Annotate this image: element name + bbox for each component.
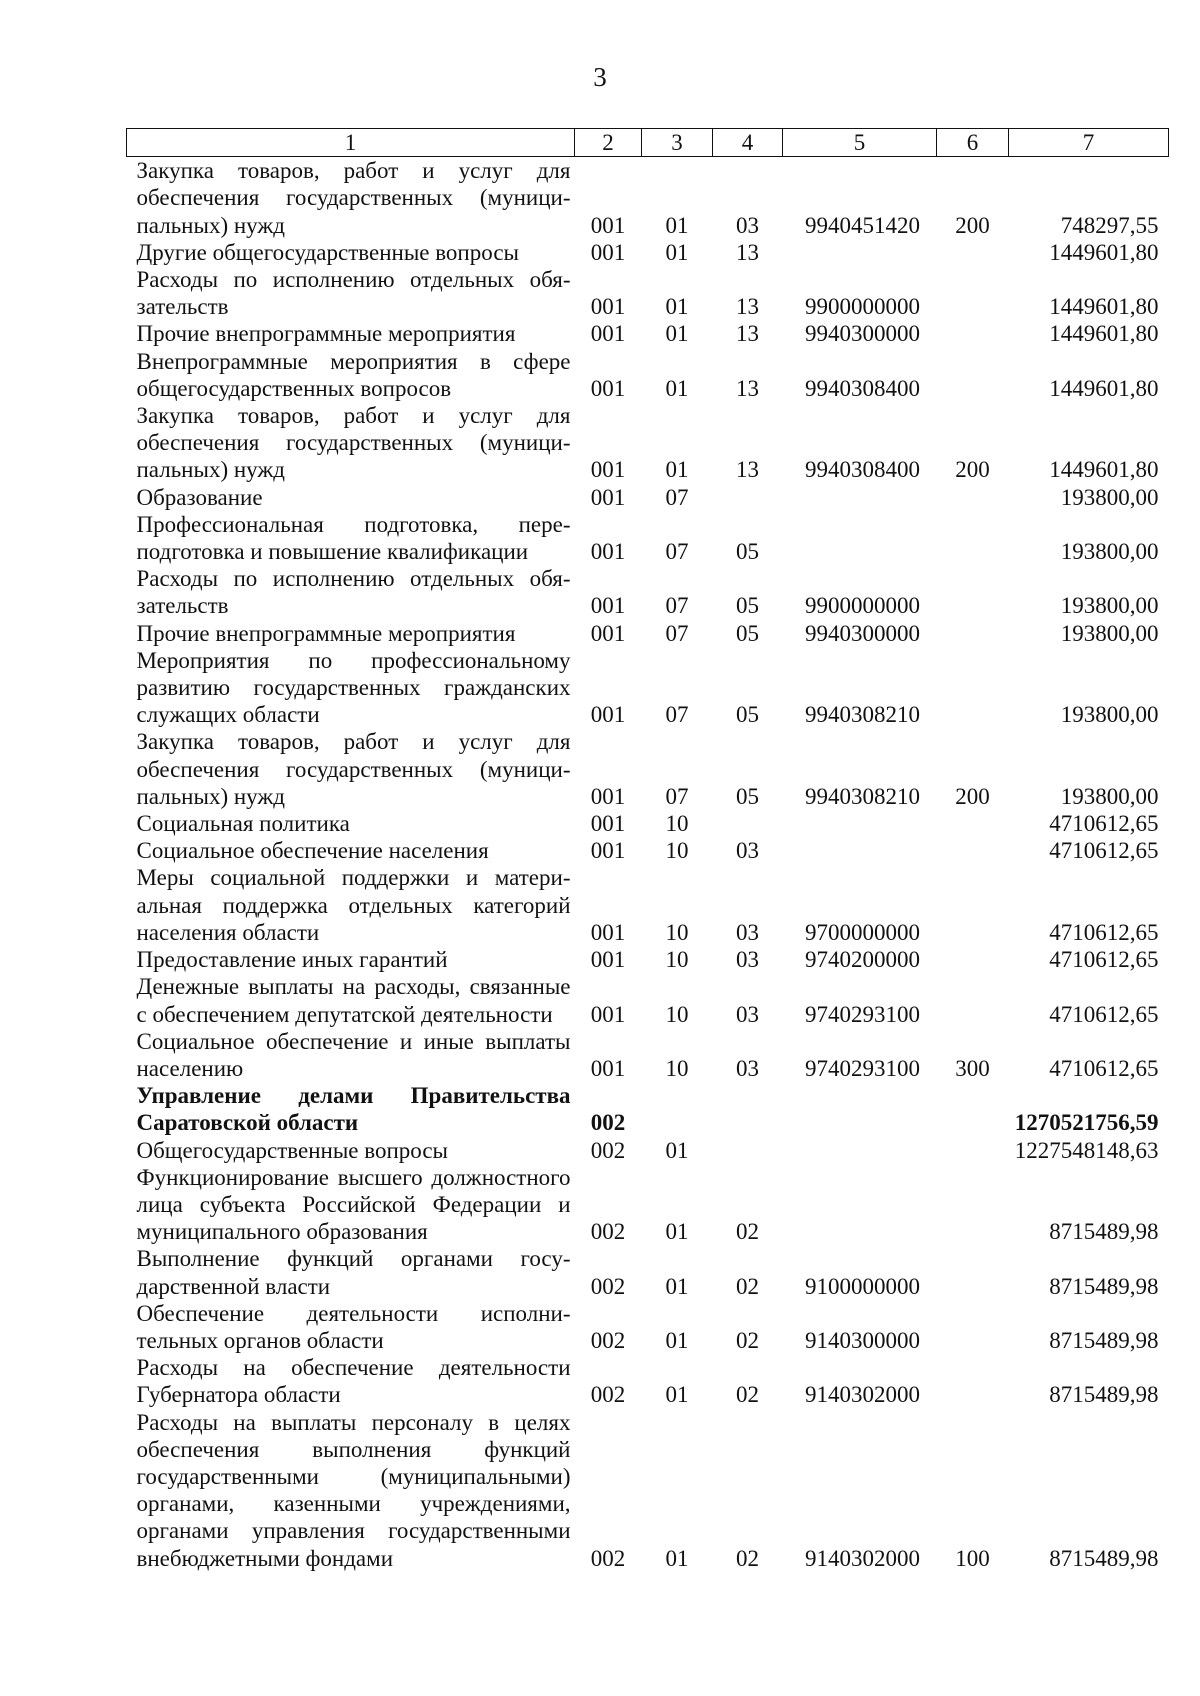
subsection-code-cell: 13 (736, 239, 759, 265)
expense-type-cell (937, 1300, 1009, 1354)
target-article-cell (783, 511, 937, 565)
section-code-cell: 07 (665, 484, 689, 510)
target-article-cell (783, 1082, 937, 1136)
amount-cell: 193800,00 (1060, 783, 1159, 809)
ministry-code-cell: 001 (590, 212, 626, 238)
section-code-cell: 10 (665, 919, 689, 945)
expense-type-cell: 200 (955, 457, 990, 483)
target-article-cell: 9940308210 (805, 783, 920, 809)
subsection-code-cell (713, 810, 783, 837)
column-header: 3 (642, 129, 713, 157)
ministry-code-cell: 002 (590, 1219, 626, 1245)
expense-type-cell (937, 348, 1009, 402)
target-article-cell: 9740200000 (805, 947, 920, 973)
row-name-cell: Закупка товаров, работ и услуг для обеспечения государственных (муниципальных) нужд (136, 729, 571, 809)
expense-type-cell (937, 565, 1009, 619)
subsection-code-cell: 03 (736, 1055, 759, 1081)
expense-type-cell (937, 647, 1009, 729)
table-row (127, 620, 1169, 647)
row-name-cell: Меры социальной поддержки и материальная поддержка отдельных категорий населения области (136, 865, 571, 945)
amount-cell: 8715489,98 (1049, 1327, 1159, 1353)
ministry-code-cell: 001 (590, 294, 626, 320)
section-code-cell: 01 (665, 375, 689, 401)
row-name-cell: Прочие внепрограммные мероприятия (136, 321, 516, 347)
section-code-cell: 10 (665, 838, 689, 864)
table-row (127, 837, 1169, 864)
subsection-code-cell (713, 1082, 783, 1136)
ministry-code-cell: 002 (590, 1110, 626, 1136)
amount-cell: 193800,00 (1060, 620, 1159, 646)
amount-cell: 4710612,65 (1049, 919, 1159, 945)
table-row (127, 348, 1169, 402)
table-row (127, 864, 1169, 946)
subsection-code-cell: 02 (736, 1273, 759, 1299)
row-name-cell: Закупка товаров, работ и услуг для обеспечения государственных (муниципальных) нужд (136, 403, 571, 483)
target-article-cell: 9140302000 (805, 1545, 920, 1571)
amount-cell: 748297,55 (1060, 212, 1159, 238)
ministry-code-cell: 001 (590, 811, 626, 837)
ministry-code-cell: 002 (590, 1382, 626, 1408)
row-name-cell: Другие общегосударственные вопросы (136, 239, 519, 265)
amount-cell: 1449601,80 (1049, 294, 1159, 320)
amount-cell: 4710612,65 (1049, 811, 1159, 837)
row-name-cell: Мероприятия по профессиональному развитию государственных гражданских служащих области (136, 647, 571, 728)
expense-type-cell (937, 973, 1009, 1027)
expense-type-cell: 200 (955, 783, 990, 809)
table-body (127, 157, 1169, 1572)
target-article-cell: 9940300000 (805, 620, 920, 646)
subsection-code-cell: 02 (736, 1327, 759, 1353)
section-code-cell: 01 (665, 1273, 689, 1299)
row-name-cell: Расходы на обеспечение деятельности Губернатора области (136, 1355, 571, 1408)
row-name-cell: Профессиональная подготовка, переподготовка и повышение квалификации (136, 511, 571, 565)
ministry-code-cell: 001 (590, 1055, 626, 1081)
amount-cell: 193800,00 (1060, 702, 1159, 728)
expense-type-cell (937, 864, 1009, 946)
subsection-code-cell: 13 (736, 457, 759, 483)
row-name-cell: Расходы по исполнению отдельных обязательств (136, 566, 571, 619)
target-article-cell: 9740293100 (805, 1055, 920, 1081)
ministry-code-cell: 001 (590, 484, 626, 510)
amount-cell: 4710612,65 (1049, 947, 1159, 973)
ministry-code-cell: 001 (590, 838, 626, 864)
subsection-code-cell (713, 1137, 783, 1164)
subsection-code-cell: 05 (736, 702, 759, 728)
section-code-cell: 10 (665, 1055, 689, 1081)
column-header: 2 (575, 129, 642, 157)
column-header: 1 (127, 129, 575, 157)
target-article-cell: 9940308210 (805, 702, 920, 728)
ministry-code-cell: 002 (590, 1327, 626, 1353)
table-row (127, 1137, 1169, 1164)
column-header: 6 (937, 129, 1009, 157)
subsection-code-cell: 03 (736, 1001, 759, 1027)
subsection-code-cell: 02 (736, 1545, 759, 1571)
row-name-cell: Расходы по исполнению отдельных обязательств (136, 267, 571, 320)
amount-cell: 193800,00 (1060, 539, 1159, 565)
amount-cell: 4710612,65 (1049, 1001, 1159, 1027)
row-name-cell: Социальное обеспечение населения (136, 838, 489, 864)
target-article-cell: 9900000000 (805, 593, 920, 619)
subsection-code-cell: 13 (736, 294, 759, 320)
target-article-cell (783, 239, 937, 266)
table-row (127, 484, 1169, 511)
table-row (127, 402, 1169, 484)
table-row (127, 1028, 1169, 1082)
target-article-cell: 9140302000 (805, 1382, 920, 1408)
section-code-cell (642, 1082, 713, 1136)
table-row (127, 1300, 1169, 1354)
amount-cell: 8715489,98 (1049, 1382, 1159, 1408)
section-code-cell: 10 (665, 1001, 689, 1027)
table-row (127, 1082, 1169, 1136)
expense-type-cell (937, 1245, 1009, 1299)
expense-type-cell (937, 837, 1009, 864)
expense-type-cell (937, 1137, 1009, 1164)
table-row (127, 239, 1169, 266)
expense-type-cell (937, 810, 1009, 837)
ministry-code-cell: 001 (590, 1001, 626, 1027)
target-article-cell: 9940300000 (805, 321, 920, 347)
column-header: 4 (713, 129, 783, 157)
ministry-code-cell: 002 (590, 1545, 626, 1571)
target-article-cell (783, 484, 937, 511)
amount-cell: 193800,00 (1060, 484, 1159, 510)
ministry-code-cell: 001 (590, 239, 626, 265)
expense-type-cell (937, 620, 1009, 647)
expense-type-cell (937, 1354, 1009, 1408)
expense-type-cell (937, 511, 1009, 565)
table-row (127, 511, 1169, 565)
amount-cell: 1449601,80 (1049, 239, 1159, 265)
expense-type-cell (937, 946, 1009, 973)
ministry-code-cell: 001 (590, 375, 626, 401)
expense-type-cell (937, 484, 1009, 511)
section-code-cell: 10 (665, 811, 689, 837)
subsection-code-cell: 03 (736, 838, 759, 864)
section-code-cell: 01 (665, 1545, 689, 1571)
target-article-cell (783, 837, 937, 864)
amount-cell: 8715489,98 (1049, 1219, 1159, 1245)
expense-type-cell (937, 239, 1009, 266)
target-article-cell: 9740293100 (805, 1001, 920, 1027)
row-name-cell: Управление делами Правительства Саратовской области (136, 1083, 571, 1136)
amount-cell: 1449601,80 (1049, 457, 1159, 483)
target-article-cell (783, 1164, 937, 1246)
amount-cell: 1270521756,59 (1014, 1110, 1159, 1136)
target-article-cell: 9940308400 (805, 457, 920, 483)
budget-table (126, 128, 1169, 1572)
target-article-cell: 9900000000 (805, 294, 920, 320)
amount-cell: 193800,00 (1060, 593, 1159, 619)
subsection-code-cell: 03 (736, 947, 759, 973)
row-name-cell: Образование (136, 484, 263, 510)
expense-type-cell (937, 1164, 1009, 1246)
table-row (127, 157, 1169, 239)
row-name-cell: Внепрограммные мероприятия в сфере общегосударственных вопросов (136, 348, 571, 401)
expense-type-cell: 300 (955, 1055, 990, 1081)
target-article-cell: 9140300000 (805, 1327, 920, 1353)
amount-cell: 1449601,80 (1049, 321, 1159, 347)
table-row (127, 946, 1169, 973)
column-number-row (127, 129, 1169, 157)
page-number: 3 (593, 62, 607, 92)
table-row (127, 1245, 1169, 1299)
target-article-cell: 9940308400 (805, 375, 920, 401)
row-name-cell: Прочие внепрограммные мероприятия (136, 620, 516, 646)
expense-type-cell: 200 (955, 212, 990, 238)
ministry-code-cell: 002 (590, 1273, 626, 1299)
subsection-code-cell: 13 (736, 375, 759, 401)
row-name-cell: Социальное обеспечение и иные выплаты населению (136, 1028, 571, 1081)
subsection-code-cell: 03 (736, 919, 759, 945)
section-code-cell: 07 (665, 620, 689, 646)
row-name-cell: Социальная политика (136, 811, 350, 837)
subsection-code-cell: 05 (736, 539, 759, 565)
ministry-code-cell: 001 (590, 783, 626, 809)
ministry-code-cell: 001 (590, 947, 626, 973)
ministry-code-cell: 002 (590, 1137, 626, 1163)
section-code-cell: 07 (665, 593, 689, 619)
ministry-code-cell: 001 (590, 539, 626, 565)
section-code-cell: 01 (665, 1382, 689, 1408)
subsection-code-cell: 02 (736, 1219, 759, 1245)
section-code-cell: 01 (665, 457, 689, 483)
target-article-cell: 9940451420 (805, 212, 920, 238)
row-name-cell: Общегосударственные вопросы (136, 1137, 448, 1163)
subsection-code-cell: 03 (736, 212, 759, 238)
table-row (127, 973, 1169, 1027)
table-row (127, 565, 1169, 619)
section-code-cell: 01 (665, 321, 689, 347)
table-row (127, 1409, 1169, 1572)
amount-cell: 8715489,98 (1049, 1273, 1159, 1299)
expense-type-cell (937, 266, 1009, 320)
amount-cell: 1227548148,63 (1014, 1137, 1159, 1163)
table-row (127, 1354, 1169, 1408)
table-row (127, 810, 1169, 837)
section-code-cell: 01 (665, 1219, 689, 1245)
expense-type-cell (937, 320, 1009, 347)
table-row (127, 728, 1169, 810)
amount-cell: 4710612,65 (1049, 838, 1159, 864)
table-row (127, 1164, 1169, 1246)
subsection-code-cell: 02 (736, 1382, 759, 1408)
row-name-cell: Обеспечение деятельности исполнительных органов области (136, 1300, 571, 1353)
target-article-cell: 9700000000 (805, 919, 920, 945)
amount-cell: 4710612,65 (1049, 1055, 1159, 1081)
subsection-code-cell: 05 (736, 593, 759, 619)
section-code-cell: 10 (665, 947, 689, 973)
section-code-cell: 01 (665, 1327, 689, 1353)
row-name-cell: Предоставление иных гарантий (136, 947, 448, 973)
target-article-cell (783, 1137, 937, 1164)
subsection-code-cell: 13 (736, 321, 759, 347)
target-article-cell: 9100000000 (805, 1273, 920, 1299)
ministry-code-cell: 001 (590, 457, 626, 483)
row-name-cell: Функционирование высшего должностного лица субъекта Российской Федерации и муниципального образования (136, 1164, 571, 1245)
section-code-cell: 01 (665, 239, 689, 265)
subsection-code-cell: 05 (736, 620, 759, 646)
ministry-code-cell: 001 (590, 919, 626, 945)
row-name-cell: Закупка товаров, работ и услуг для обеспечения государственных (муниципальных) нужд (136, 158, 571, 238)
ministry-code-cell: 001 (590, 593, 626, 619)
ministry-code-cell: 001 (590, 321, 626, 347)
section-code-cell: 01 (665, 212, 689, 238)
ministry-code-cell: 001 (590, 620, 626, 646)
row-name-cell: Денежные выплаты на расходы, связанные с обеспечением депутатской деятельности (136, 974, 571, 1027)
section-code-cell: 07 (665, 702, 689, 728)
section-code-cell: 07 (665, 539, 689, 565)
table-row (127, 647, 1169, 729)
table-row (127, 266, 1169, 320)
row-name-cell: Расходы на выплаты персоналу в целях обеспечения выполнения функций государственными (муниципальными) органами, казенными учреждениями, органами управления государственными внебюджетными фондами (136, 1409, 571, 1571)
expense-type-cell (937, 1082, 1009, 1136)
column-header: 5 (783, 129, 937, 157)
subsection-code-cell (713, 484, 783, 511)
expense-type-cell: 100 (955, 1545, 990, 1571)
section-code-cell: 01 (665, 1137, 689, 1163)
section-code-cell: 07 (665, 783, 689, 809)
subsection-code-cell: 05 (736, 783, 759, 809)
ministry-code-cell: 001 (590, 702, 626, 728)
amount-cell: 8715489,98 (1049, 1545, 1159, 1571)
amount-cell: 1449601,80 (1049, 375, 1159, 401)
row-name-cell: Выполнение функций органами государственной власти (136, 1246, 571, 1299)
column-header: 7 (1009, 129, 1169, 157)
table-row (127, 320, 1169, 347)
target-article-cell (783, 810, 937, 837)
section-code-cell: 01 (665, 294, 689, 320)
